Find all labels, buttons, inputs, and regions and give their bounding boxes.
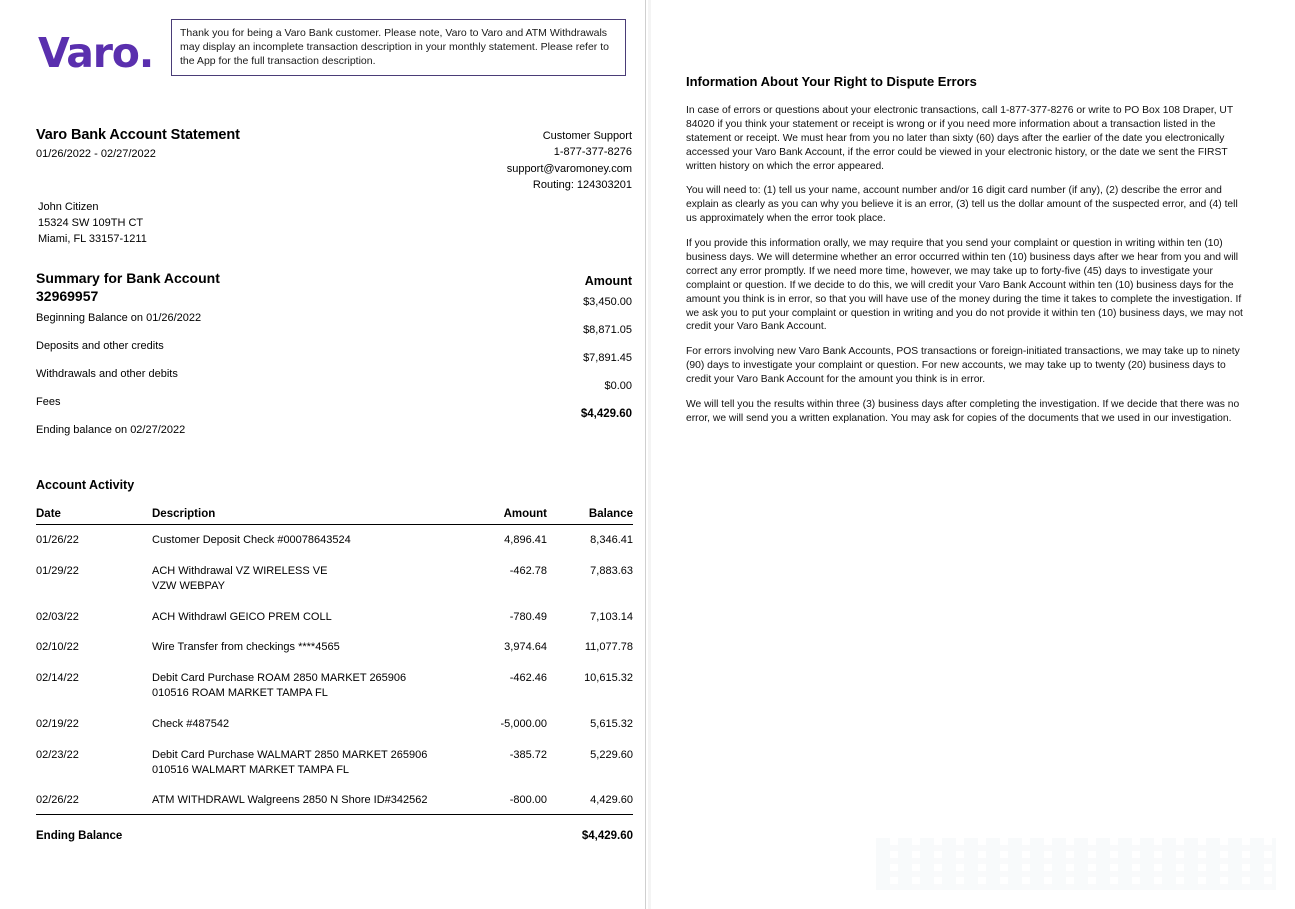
dispute-title: Information About Your Right to Dispute Errors	[686, 74, 977, 89]
activity-table	[36, 508, 633, 853]
right-page	[651, 0, 1295, 909]
customer-notice-box	[171, 19, 626, 76]
cell-balance: 10,615.32	[584, 672, 633, 685]
customer-support-block	[507, 128, 632, 193]
dispute-paragraph: If you provide this information orally, we may require that you send your complaint or question in writing within ten (10) business days. We will determine whether an error occurred within ten (10) business days after we hear from you and will correct any error promptly. If we need more time, however, we may take up to forty-five (45) days to investigate your complaint or question. If we decide to do this, we will credit your Varo Bank Account within ten (10) business days for the amount you think is in error, so that you will have use of the money during the time it takes to complete the investigation. If we ask you to put your complaint or question in writing and you do not provide it within ten (10) business days, we may not credit your Varo Bank Account.	[686, 238, 1243, 333]
summary-rows	[36, 296, 632, 436]
summary-row-label: Ending balance on 02/27/2022	[36, 424, 186, 436]
customer-address-line2: Miami, FL 33157-1211	[38, 233, 147, 246]
varo-logo-dot: .	[138, 29, 154, 77]
cell-date: 02/10/22	[36, 641, 79, 654]
table-row	[36, 556, 633, 602]
cell-description: ATM WITHDRAWL Walgreens 2850 N Shore ID#342562	[152, 785, 455, 814]
cell-amount: -385.72	[509, 748, 547, 761]
table-row	[36, 632, 633, 663]
cell-description-line2: VZW WEBPAY	[152, 579, 225, 592]
dispute-paragraph: We will tell you the results within three (3) business days after completing the investigation. If we decide that there was no error, we will send you a written explanation. You may ask for copies of the documents that we used in our investigation.	[686, 399, 1240, 424]
dispute-paragraph: You will need to: (1) tell us your name, account number and/or 16 digit card number (if any), (2) describe the error and explain as clearly as you can why you believe it is an error, (3) tell us the dollar amount of the suspected error, and (4) tell us approximately when the error took place.	[686, 185, 1238, 225]
column-header-amount: Amount	[455, 508, 547, 525]
cell-description: Check #487542	[152, 717, 230, 730]
routing-number: Routing: 124303201	[532, 178, 632, 191]
table-row	[36, 602, 633, 633]
summary-row-label: Deposits and other credits	[36, 340, 164, 352]
table-row	[36, 709, 633, 740]
cell-date: 01/26/22	[36, 534, 79, 546]
ending-balance-row	[36, 815, 633, 853]
activity-table-wrap	[36, 508, 633, 853]
summary-row-label: Beginning Balance on 01/26/2022	[36, 312, 202, 324]
ending-balance-spacer	[152, 815, 455, 853]
cell-date: 02/14/22	[36, 672, 79, 685]
cell-date: 02/23/22	[36, 748, 79, 761]
summary-row	[36, 324, 632, 352]
statement-title: Varo Bank Account Statement	[36, 127, 240, 143]
cell-amount: 4,896.41	[504, 534, 547, 546]
page-divider	[645, 0, 646, 909]
summary-account-number: 32969957	[36, 287, 99, 304]
cell-description: Wire Transfer from checkings ****4565	[152, 641, 340, 654]
summary-title: Summary for Bank Account	[36, 270, 220, 286]
cell-date: 02/19/22	[36, 717, 79, 730]
cell-description: ACH Withdrawl GEICO PREM COLL	[152, 610, 332, 623]
support-label: Customer Support	[542, 130, 632, 142]
summary-row-amount: $0.00	[604, 380, 632, 392]
support-phone[interactable]: 1-877-377-8276	[553, 146, 632, 159]
summary-row-amount: $3,450.00	[583, 296, 632, 308]
activity-header-row	[36, 508, 633, 525]
cell-description: ACH Withdrawal VZ WIRELESS VE VZW WEBPAY	[152, 556, 455, 602]
cell-description-line2: 010516 WALMART MARKET TAMPA FL	[152, 763, 350, 776]
cell-balance: 7,103.14	[590, 610, 633, 623]
cell-balance: 4,429.60	[547, 785, 633, 814]
statement-period: 01/26/2022 - 02/27/2022	[36, 148, 156, 160]
cell-balance: 8,346.41	[590, 534, 633, 546]
customer-name: John Citizen	[38, 201, 99, 213]
cell-date: 01/29/22	[36, 564, 79, 577]
customer-address-block	[38, 199, 147, 247]
varo-logo	[38, 29, 154, 77]
cell-description: Customer Deposit Check #00078643524	[152, 534, 351, 546]
column-header-balance: Balance	[547, 508, 633, 525]
cell-amount: -800.00	[455, 785, 547, 814]
customer-address-line1: 15324 SW 109TH CT	[38, 217, 144, 230]
customer-notice-text: Thank you for being a Varo Bank customer. Please note, Varo to Varo and ATM Withdrawals may display an incomplete transaction description in your monthly statement. Please refer to the App for the full transaction description.	[180, 27, 609, 68]
column-header-date: Date	[36, 508, 152, 525]
cell-description: Debit Card Purchase ROAM 2850 MARKET 265906 010516 ROAM MARKET TAMPA FL	[152, 663, 455, 709]
summary-row	[36, 408, 632, 436]
cell-balance: 11,077.78	[584, 641, 633, 654]
support-email[interactable]: support@varomoney.com	[506, 162, 632, 175]
cell-date: 02/03/22	[36, 610, 79, 623]
table-row	[36, 525, 633, 556]
varo-logo-text: Varo	[38, 29, 139, 77]
left-page	[0, 0, 645, 909]
cell-balance: 5,615.32	[590, 717, 633, 730]
cell-amount: 3,974.64	[504, 641, 547, 654]
dispute-paragraph: For errors involving new Varo Bank Accounts, POS transactions or foreign-initiated transactions, we may take up to ninety (90) days to investigate your complaint or question. For new accounts, we may take up to twenty (20) business days to credit your Varo Bank Account for the amount you think is in error.	[686, 346, 1240, 386]
summary-amount-header: Amount	[584, 274, 632, 288]
summary-row-amount: $7,891.45	[583, 352, 632, 364]
activity-title: Account Activity	[36, 478, 135, 492]
page-watermark	[876, 838, 1276, 890]
table-row	[36, 740, 633, 786]
cell-description: Debit Card Purchase WALMART 2850 MARKET 265906 010516 WALMART MARKET TAMPA FL	[152, 740, 455, 786]
dispute-paragraph: In case of errors or questions about your electronic transactions, call 1-877-377-8276 or write to PO Box 108 Draper, UT 84020 if you think your statement or receipt is wrong or if you need more information about a transaction listed in the statement or receipt. We must hear from you no later than sixty (60) days after the earlier of the date you electronically accessed your Varo Bank Account, if the error could be viewed in your electronic history, or the date we sent the FIRST written history on which the error appeared.	[686, 105, 1233, 172]
summary-row-label: Fees	[36, 396, 61, 408]
summary-row-amount: $4,429.60	[580, 408, 632, 420]
cell-amount: -462.46	[509, 672, 547, 685]
summary-row	[36, 352, 632, 380]
cell-amount: -780.49	[509, 610, 547, 623]
ending-balance-label: Ending Balance	[36, 830, 123, 843]
ending-balance-spacer-2	[455, 815, 547, 853]
summary-row-label: Withdrawals and other debits	[36, 368, 178, 380]
cell-balance: 7,883.63	[590, 564, 633, 577]
cell-balance: 5,229.60	[590, 748, 633, 761]
summary-row	[36, 380, 632, 408]
table-row	[36, 785, 633, 814]
activity-body	[36, 525, 633, 853]
cell-amount: -5,000.00	[500, 717, 547, 730]
cell-amount: -462.78	[509, 564, 547, 577]
column-header-description: Description	[152, 508, 455, 525]
ending-balance-value: $4,429.60	[581, 830, 633, 843]
table-row	[36, 663, 633, 709]
cell-description-line2: 010516 ROAM MARKET TAMPA FL	[152, 687, 328, 700]
summary-row	[36, 296, 632, 324]
summary-row-amount: $8,871.05	[583, 324, 632, 336]
dispute-body	[686, 104, 1249, 437]
cell-date: 02/26/22	[36, 785, 152, 814]
